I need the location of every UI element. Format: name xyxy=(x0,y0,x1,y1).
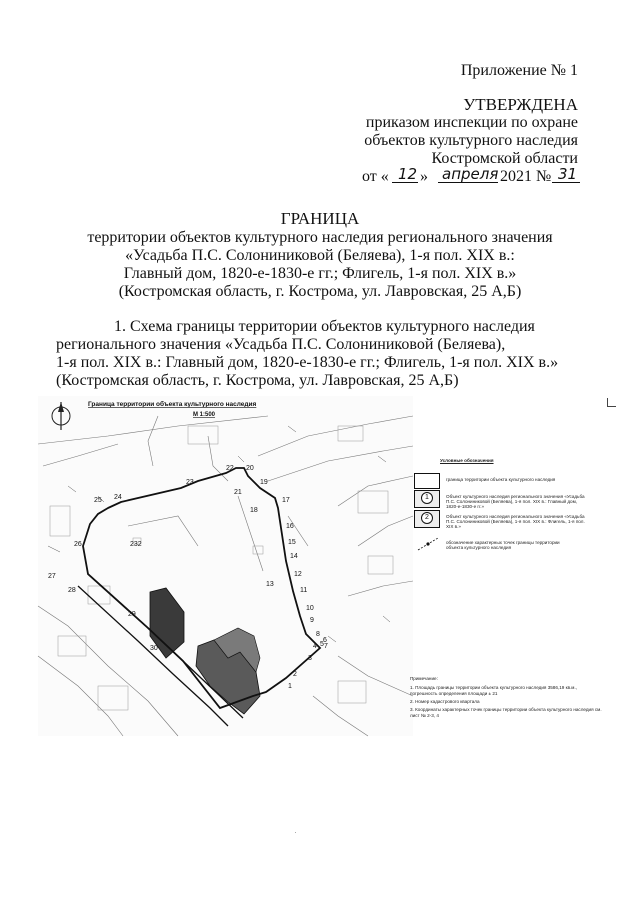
legend-item-boundary: граница территории объекта культурного наследия xyxy=(446,477,556,482)
point-label: 11 xyxy=(300,587,308,594)
title-line-2: «Усадьба П.С. Солониниковой (Беляева), 1-я пол. XIX в.: xyxy=(125,247,515,264)
legend-boundary-swatch xyxy=(414,473,440,489)
point-label: 7 xyxy=(324,643,328,650)
point-label: 2 xyxy=(293,671,297,678)
date-day: 12 xyxy=(398,165,418,183)
title-line-1: территории объектов культурного наследия регионального значения xyxy=(87,229,553,246)
legend-item-object-1: Объект культурного наследия регионального значения «Усадьба П.С. Солониниковой (Беляева), 1-я пол. XIX в.: Главный дом, 1820-е-1830-е гг.» xyxy=(446,494,585,509)
point-label: 6 xyxy=(323,637,327,644)
point-label: 22 xyxy=(226,465,234,472)
point-label: 12 xyxy=(294,571,302,578)
point-label: 27 xyxy=(48,573,56,580)
doc-heading: ГРАНИЦА xyxy=(280,209,360,228)
point-label: 16 xyxy=(286,523,294,530)
point-label: 19 xyxy=(260,479,268,486)
point-label: 3 xyxy=(308,655,312,662)
order-line-1: приказом инспекции по охране xyxy=(365,114,578,131)
legend-note-title: Примечание: xyxy=(410,676,438,681)
legend-note-5: лист № 2-3, 4 xyxy=(410,713,439,718)
corner-mark xyxy=(607,398,616,407)
point-label: 23 xyxy=(186,479,194,486)
appendix-label: Приложение № 1 xyxy=(460,62,578,79)
point-label: 9 xyxy=(310,617,314,624)
point-label: 26 xyxy=(74,541,82,548)
point-label: 10 xyxy=(306,605,314,612)
point-label: 1 xyxy=(288,683,292,690)
section-line-3: 1-я пол. XIX в.: Главный дом, 1820-е-1830-е гг.; Флигель, 1-я пол. XIX в.» xyxy=(56,354,559,371)
point-label: 13 xyxy=(266,581,274,588)
scan-speck xyxy=(295,832,296,833)
map-title: Граница территории объекта культурного наследия xyxy=(88,401,257,408)
point-label: 21 xyxy=(234,489,242,496)
section-line-2: регионального значения «Усадьба П.С. Солониниковой (Беляева), xyxy=(56,336,506,353)
date-mid: » xyxy=(420,168,428,185)
date-month: апреля xyxy=(442,165,499,183)
point-label: 20 xyxy=(246,465,254,472)
legend-point-marker-icon xyxy=(416,536,440,552)
legend-object-1-mark: 1 xyxy=(421,492,433,504)
section-line-1: 1. Схема границы территории объектов культурного наследия xyxy=(114,318,535,335)
legend-note-1: 1. Площадь границы территории объекта культурного наследия 3586,19 кв.м., xyxy=(410,685,578,690)
boundary-map xyxy=(38,396,413,736)
point-label: 24 xyxy=(114,494,122,501)
point-label: 25 xyxy=(94,497,102,504)
point-label: 8 xyxy=(316,631,320,638)
point-label: 4 xyxy=(313,643,317,650)
parcel-label: 232 xyxy=(130,541,142,548)
point-label: 15 xyxy=(288,539,296,546)
title-line-3: Главный дом, 1820-е-1830-е гг.; Флигель, 1-я пол. XIX в.» xyxy=(123,265,517,282)
point-label: 30 xyxy=(150,645,158,652)
date-year: 2021 № xyxy=(500,168,552,185)
point-label: 18 xyxy=(250,507,258,514)
legend-note-2: погрешность определения площади ± 21 xyxy=(410,691,498,696)
date-month-underline xyxy=(438,182,498,183)
order-line-3: Костромской области xyxy=(431,150,578,167)
title-line-4: (Костромская область, г. Кострома, ул. Лавровская, 25 А,Б) xyxy=(118,283,522,300)
map-scale: М 1:500 xyxy=(193,412,216,418)
point-label: 14 xyxy=(290,553,298,560)
section-line-4: (Костромская область, г. Кострома, ул. Лавровская, 25 А,Б) xyxy=(56,372,459,389)
point-label: 17 xyxy=(282,497,290,504)
order-line-2: объектов культурного наследия xyxy=(364,132,578,149)
legend-note-4: 3. Координаты характерных точек границы территории объекта культурного наследия см. xyxy=(410,707,602,712)
legend-object-2-mark: 2 xyxy=(421,512,433,524)
point-label: 28 xyxy=(68,587,76,594)
date-from: от « xyxy=(362,168,389,185)
date-number: 31 xyxy=(558,165,578,183)
legend-note-3: 2. Номер кадастрового квартала xyxy=(410,699,480,704)
legend-item-object-2: Объект культурного наследия регионального значения «Усадьба П.С. Солониниковой (Беляева), 1-я пол. XIX в.: Флигель, 1-я пол. XIX в.» xyxy=(446,514,585,529)
legend-item-point: обозначение характерных точек границы территории объекта культурного наследия xyxy=(446,540,560,550)
date-number-underline xyxy=(552,182,580,183)
point-label: 29 xyxy=(128,611,136,618)
legend-title: Условные обозначения xyxy=(440,458,494,463)
date-day-underline xyxy=(392,182,418,183)
approved-label: УТВЕРЖДЕНА xyxy=(463,95,578,114)
point-label: 5 xyxy=(320,641,324,648)
